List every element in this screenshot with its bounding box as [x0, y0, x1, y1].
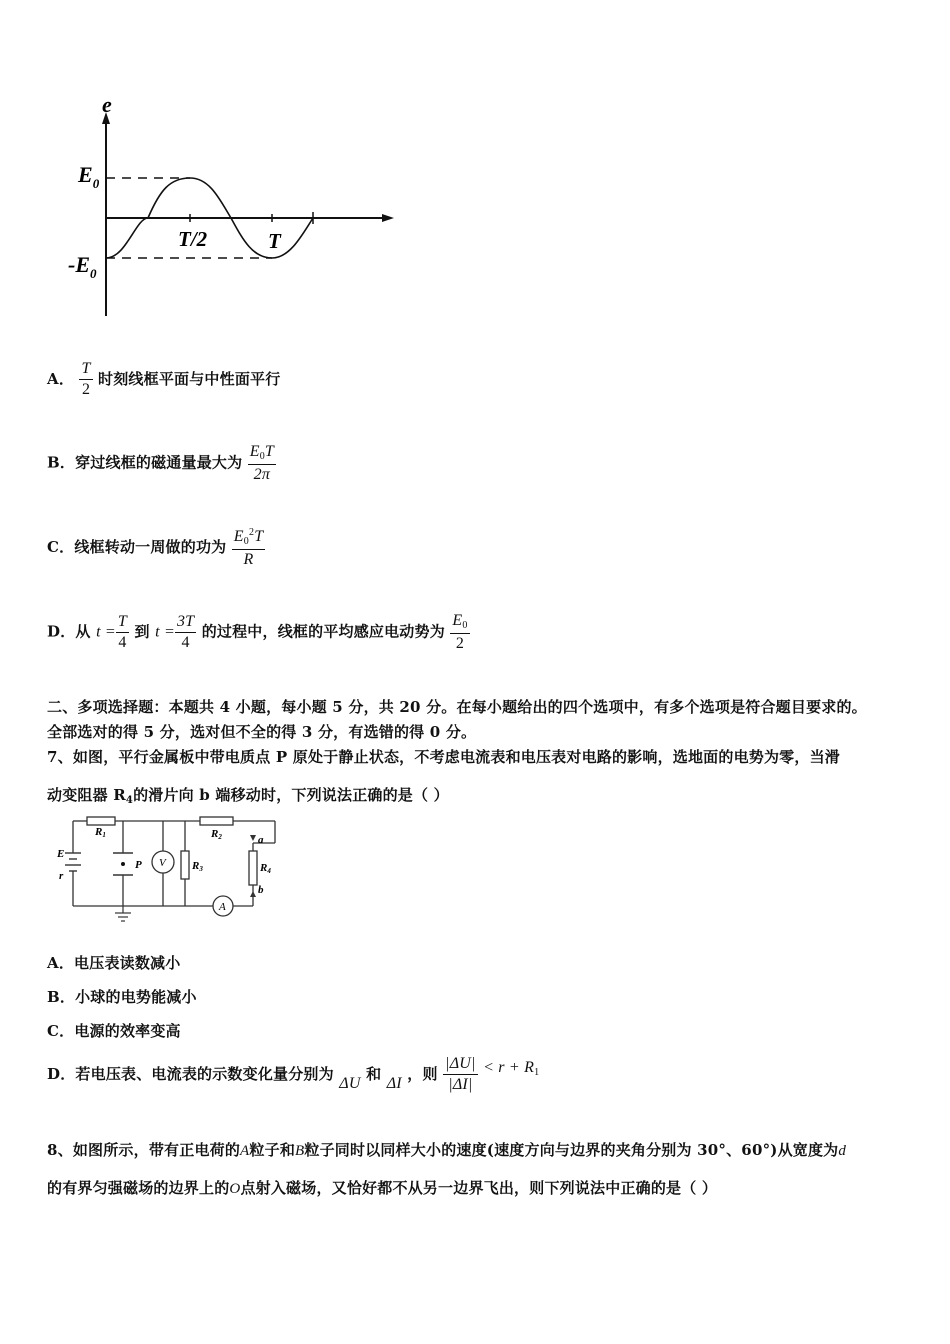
- y-axis-label: e: [102, 92, 112, 117]
- fraction-t-over-2: $\frac{T}{2}$: [81, 360, 91, 399]
- ground-symbol: [115, 906, 131, 921]
- slider-arrow-b: [250, 891, 256, 897]
- fraction-flux-max: $\frac{E_0T}{2\pi}$: [249, 443, 275, 483]
- svg-text:R2: R2: [211, 828, 222, 841]
- q6-option-c: C．线框转动一周做的功为 $\frac{E_0^2T}{R}$: [47, 527, 264, 568]
- svg-text:V: V: [159, 857, 166, 869]
- q6-option-b: B．穿过线框的磁通量最大为 $\frac{E_0T}{2\pi}$: [47, 443, 275, 483]
- svg-text:r: r: [59, 870, 64, 882]
- resistor-r1: [87, 817, 115, 825]
- q7-option-b: B．小球的电势能减小: [47, 988, 197, 1006]
- q6-option-d: D．从 t = $\frac{T}{4}$ 到 t = $\frac{3T}{4}$ 的过程中，线框的平均感应电动势为 $\frac{E_0}{2}$: [47, 612, 468, 652]
- svg-text:P: P: [135, 859, 142, 871]
- slider-arrow-a: [250, 835, 256, 841]
- svg-text:R4: R4: [260, 862, 271, 875]
- q6-option-a: A． $\frac{T}{2}$ 时刻线框平面与中性面平行: [47, 360, 281, 399]
- resistor-r2: [200, 817, 233, 825]
- neg-e0-label: $-E_0$: [68, 252, 97, 281]
- svg-text:R1: R1: [95, 826, 106, 839]
- battery: [65, 853, 81, 871]
- q7-option-c: C．电源的效率变高: [47, 1022, 181, 1040]
- resistor-r3: [181, 851, 189, 879]
- svg-text:A: A: [219, 901, 226, 913]
- fraction-t-over-4: $\frac{T}{4}$: [117, 612, 128, 651]
- fraction-e0-over-2: $\frac{E_0}{2}$: [452, 612, 468, 652]
- svg-text:a: a: [258, 834, 264, 846]
- half-period-label: T/2: [178, 227, 208, 251]
- resistor-r4: [249, 851, 257, 885]
- fraction-work: $\frac{E_0^2T}{R}$: [233, 527, 264, 568]
- q7-stem-line2: 动变阻器 $R_4$的滑片向 b 端移动时，下列说法正确的是（ ）: [47, 786, 449, 806]
- svg-text:R3: R3: [192, 860, 203, 873]
- section2-line2: 全部选对的得 5 分，选对但不全的得 3 分，有选错的得 0 分。: [47, 723, 477, 741]
- q8-stem-line2: 的有界匀强磁场的边界上的O点射入磁场，又恰好都不从另一边界飞出，则下列说法中正确的是（ ）: [47, 1179, 718, 1197]
- q8-stem-line1: 8、如图所示，带有正电荷的A粒子和B粒子同时以同样大小的速度(速度方向与边界的夹角分别为 30°、60°)从宽度为d: [47, 1141, 847, 1159]
- x-axis-arrow: [382, 214, 394, 222]
- svg-text:E: E: [57, 848, 65, 860]
- section2-line1: 二、多项选择题：本题共 4 小题，每小题 5 分，共 20 分。在每小题给出的四个选项中，有多个选项是符合题目要求的。: [47, 698, 867, 716]
- fraction-delta-u-over-delta-i: $\frac{|\Delta U|}{|\Delta I|}$: [445, 1055, 476, 1094]
- e0-label: $E_0$: [78, 162, 100, 191]
- q7-stem-line1: 7、如图，平行金属板中带电质点 P 原处于静止状态，不考虑电流表和电压表对电路的影响，选地面的电势为零，当滑: [47, 748, 840, 766]
- q7-option-d: D．若电压表、电流表的示数变化量分别为 ΔU 和 ΔI ，则 $\frac{|\Delta U|}{|\Delta I|}$ < $r + R_1$: [47, 1055, 540, 1094]
- period-label: T: [268, 229, 281, 253]
- emf-time-graph: [60, 90, 405, 325]
- charged-particle: [121, 862, 125, 866]
- fraction-3t-over-4: $\frac{3T}{4}$: [176, 612, 195, 651]
- svg-text:b: b: [258, 884, 264, 896]
- circuit-diagram: [55, 813, 285, 923]
- q7-option-a: A．电压表读数减小: [47, 954, 181, 972]
